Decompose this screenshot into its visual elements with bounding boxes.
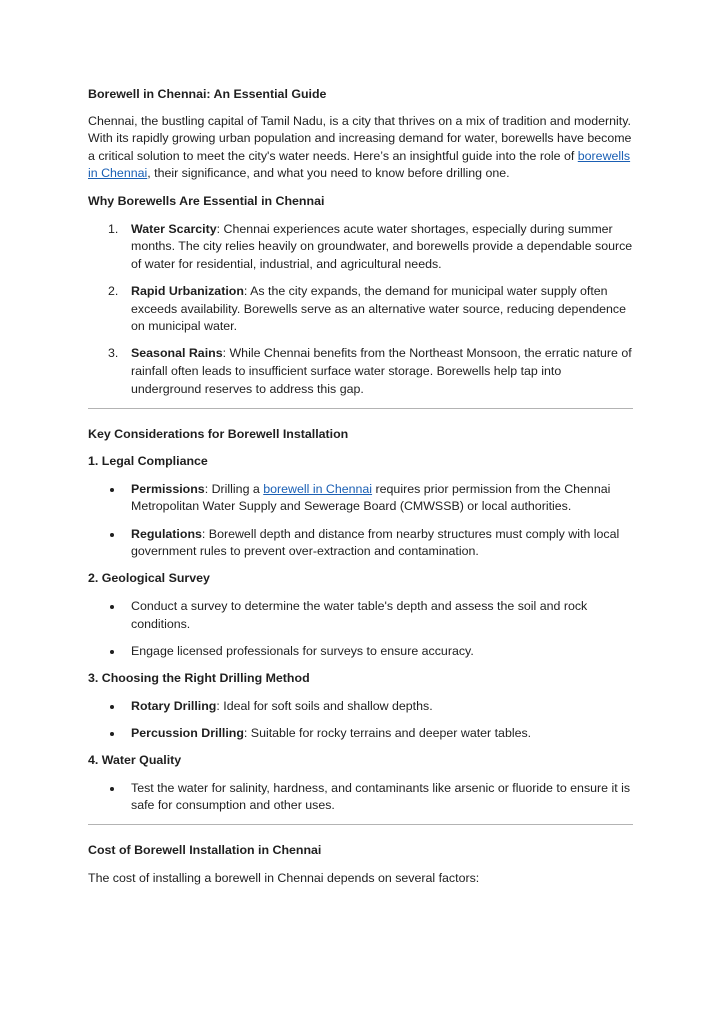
drilling-method-heading: 3. Choosing the Right Drilling Method — [88, 671, 310, 685]
document-body — [88, 86, 633, 888]
list-item — [88, 643, 633, 661]
bullet-icon — [110, 732, 114, 736]
list-item — [88, 221, 633, 274]
item-text: Conduct a survey to determine the water table's depth and assess the soil and rock conditions. — [131, 599, 588, 631]
water-quality-heading: 4. Water Quality — [88, 752, 182, 767]
legal-list — [88, 481, 633, 561]
item-term: Water Scarcity — [131, 221, 217, 236]
section-divider — [88, 824, 633, 825]
borewell-in-chennai-link[interactable]: borewell in Chennai — [263, 481, 373, 496]
list-item — [88, 725, 633, 743]
item-term: Rotary Drilling — [131, 698, 217, 713]
bullet-icon — [110, 533, 114, 537]
intro-tail: , their significance, and what you need to know before drilling one. — [147, 166, 510, 181]
bullet-icon — [110, 705, 114, 709]
why-heading: Why Borewells Are Essential in Chennai — [88, 193, 325, 208]
why-list — [88, 221, 633, 399]
item-text: : Suitable for rocky terrains and deeper water tables. — [243, 725, 532, 740]
item-term: Permissions — [131, 481, 205, 496]
list-number: 3. — [108, 346, 119, 361]
cost-paragraph: The cost of installing a borewell in Chennai depends on several factors: — [88, 870, 480, 885]
list-number: 1. — [108, 221, 119, 236]
intro-text: Chennai, the bustling capital of Tamil Nadu, is a city that thrives on a mix of tradition and modernity. With its rapidly growing urban population and increasing demand for water, borewells have become a critical solution to meet the city's water needs. Here’s an insightful guide into the role of — [88, 113, 632, 163]
list-item — [88, 598, 633, 633]
list-item — [88, 526, 633, 561]
item-text: : Chennai experiences acute water shortages, especially during summer months. The city relies heavily on groundwater, and borewells provide a dependable source of water for residential, industrial, and agricultural needs. — [131, 221, 633, 271]
item-term: Regulations — [131, 526, 202, 541]
intro-paragraph — [88, 113, 633, 183]
list-item — [88, 345, 633, 398]
item-text: requires prior permission from the Chennai Metropolitan Water Supply and Sewerage Board (CMWSSB) or local authorities. — [131, 481, 611, 514]
borewells-in-chennai-link[interactable]: borewells in Chennai — [88, 148, 631, 181]
bullet-icon — [110, 650, 114, 654]
bullet-icon — [110, 605, 114, 609]
legal-compliance-heading: 1. Legal Compliance — [88, 454, 208, 469]
item-text: : As the city expands, the demand for municipal water supply often exceeds availability. Borewells serve as an alternative water source, reducing dependence on municipal water. — [131, 283, 626, 334]
list-item — [88, 481, 633, 516]
considerations-heading: Key Considerations for Borewell Installation — [88, 426, 349, 441]
geological-survey-heading: 2. Geological Survey — [88, 571, 210, 586]
section-divider — [88, 408, 633, 409]
item-term: Percussion Drilling — [131, 725, 244, 740]
item-text: : Drilling a — [204, 481, 264, 496]
item-text: : Ideal for soft soils and shallow depths. — [216, 698, 433, 713]
cost-heading: Cost of Borewell Installation in Chennai — [88, 843, 322, 858]
quality-list — [88, 780, 633, 815]
item-term: Seasonal Rains — [131, 346, 223, 361]
survey-list — [88, 598, 633, 660]
list-item — [88, 698, 633, 716]
bullet-icon — [110, 787, 114, 791]
item-text: : Borewell depth and distance from nearby structures must comply with local government rules to prevent over-extraction and contamination. — [131, 526, 620, 559]
item-text: Engage licensed professionals for surveys to ensure accuracy. — [131, 643, 474, 658]
list-number: 2. — [108, 283, 119, 298]
list-item — [88, 780, 633, 815]
method-list — [88, 698, 633, 743]
item-text: : While Chennai benefits from the Northeast Monsoon, the erratic nature of rainfall often leads to insufficient surface water storage. Borewells help tap into underground reserves to address this gap. — [131, 346, 632, 396]
list-item — [88, 283, 633, 336]
bullet-icon — [110, 488, 114, 492]
item-term: Rapid Urbanization — [131, 283, 244, 298]
document-title: Borewell in Chennai: An Essential Guide — [88, 87, 327, 101]
item-text: Test the water for salinity, hardness, and contaminants like arsenic or fluoride to ensure it is safe for consumption and other uses. — [131, 780, 631, 813]
